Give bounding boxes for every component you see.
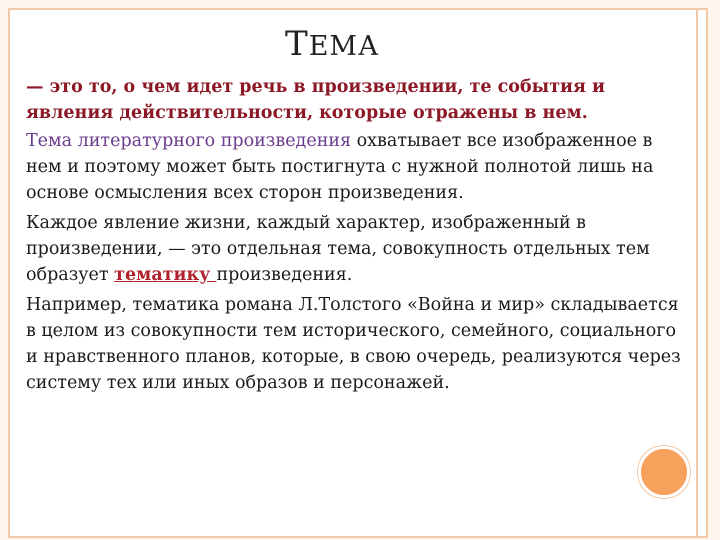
decorative-circle: [638, 446, 690, 498]
slide-title: [285, 24, 380, 64]
theme-text: охватывает все изображенное в нем и поэтому может быть постигнута с нужной полнотой лишь на основе осмысления всех сторон произведения.: [26, 131, 654, 203]
thematics-link[interactable]: тематику: [114, 265, 217, 285]
slide-content: [26, 74, 686, 396]
theme-term: Тема литературного произведения: [26, 131, 352, 151]
title-rest: ЕМА: [308, 31, 380, 62]
paragraph-phenomenon: [26, 210, 686, 288]
frame-decor-line: [696, 8, 698, 538]
phenomenon-end: произведения.: [216, 265, 353, 285]
definition-text: — это то, о чем идет речь в произведении, те события и явления действительности, которые отражены в нем.: [26, 77, 606, 123]
paragraph-theme: [26, 128, 686, 206]
phenomenon-text: Каждое явление жизни, каждый характер, изображенный в произведении, — это отдельная тема, совокупность отдельных тем образует: [26, 213, 650, 285]
title-first-letter: Т: [285, 24, 309, 64]
paragraph-example: Например, тематика романа Л.Толстого «Война и мир» складывается в целом из совокупности тем исторического, семейного, социального и нравственного планов, которые, в свою очередь, реализуются через систему тех или иных образов и персонажей.: [26, 295, 681, 393]
